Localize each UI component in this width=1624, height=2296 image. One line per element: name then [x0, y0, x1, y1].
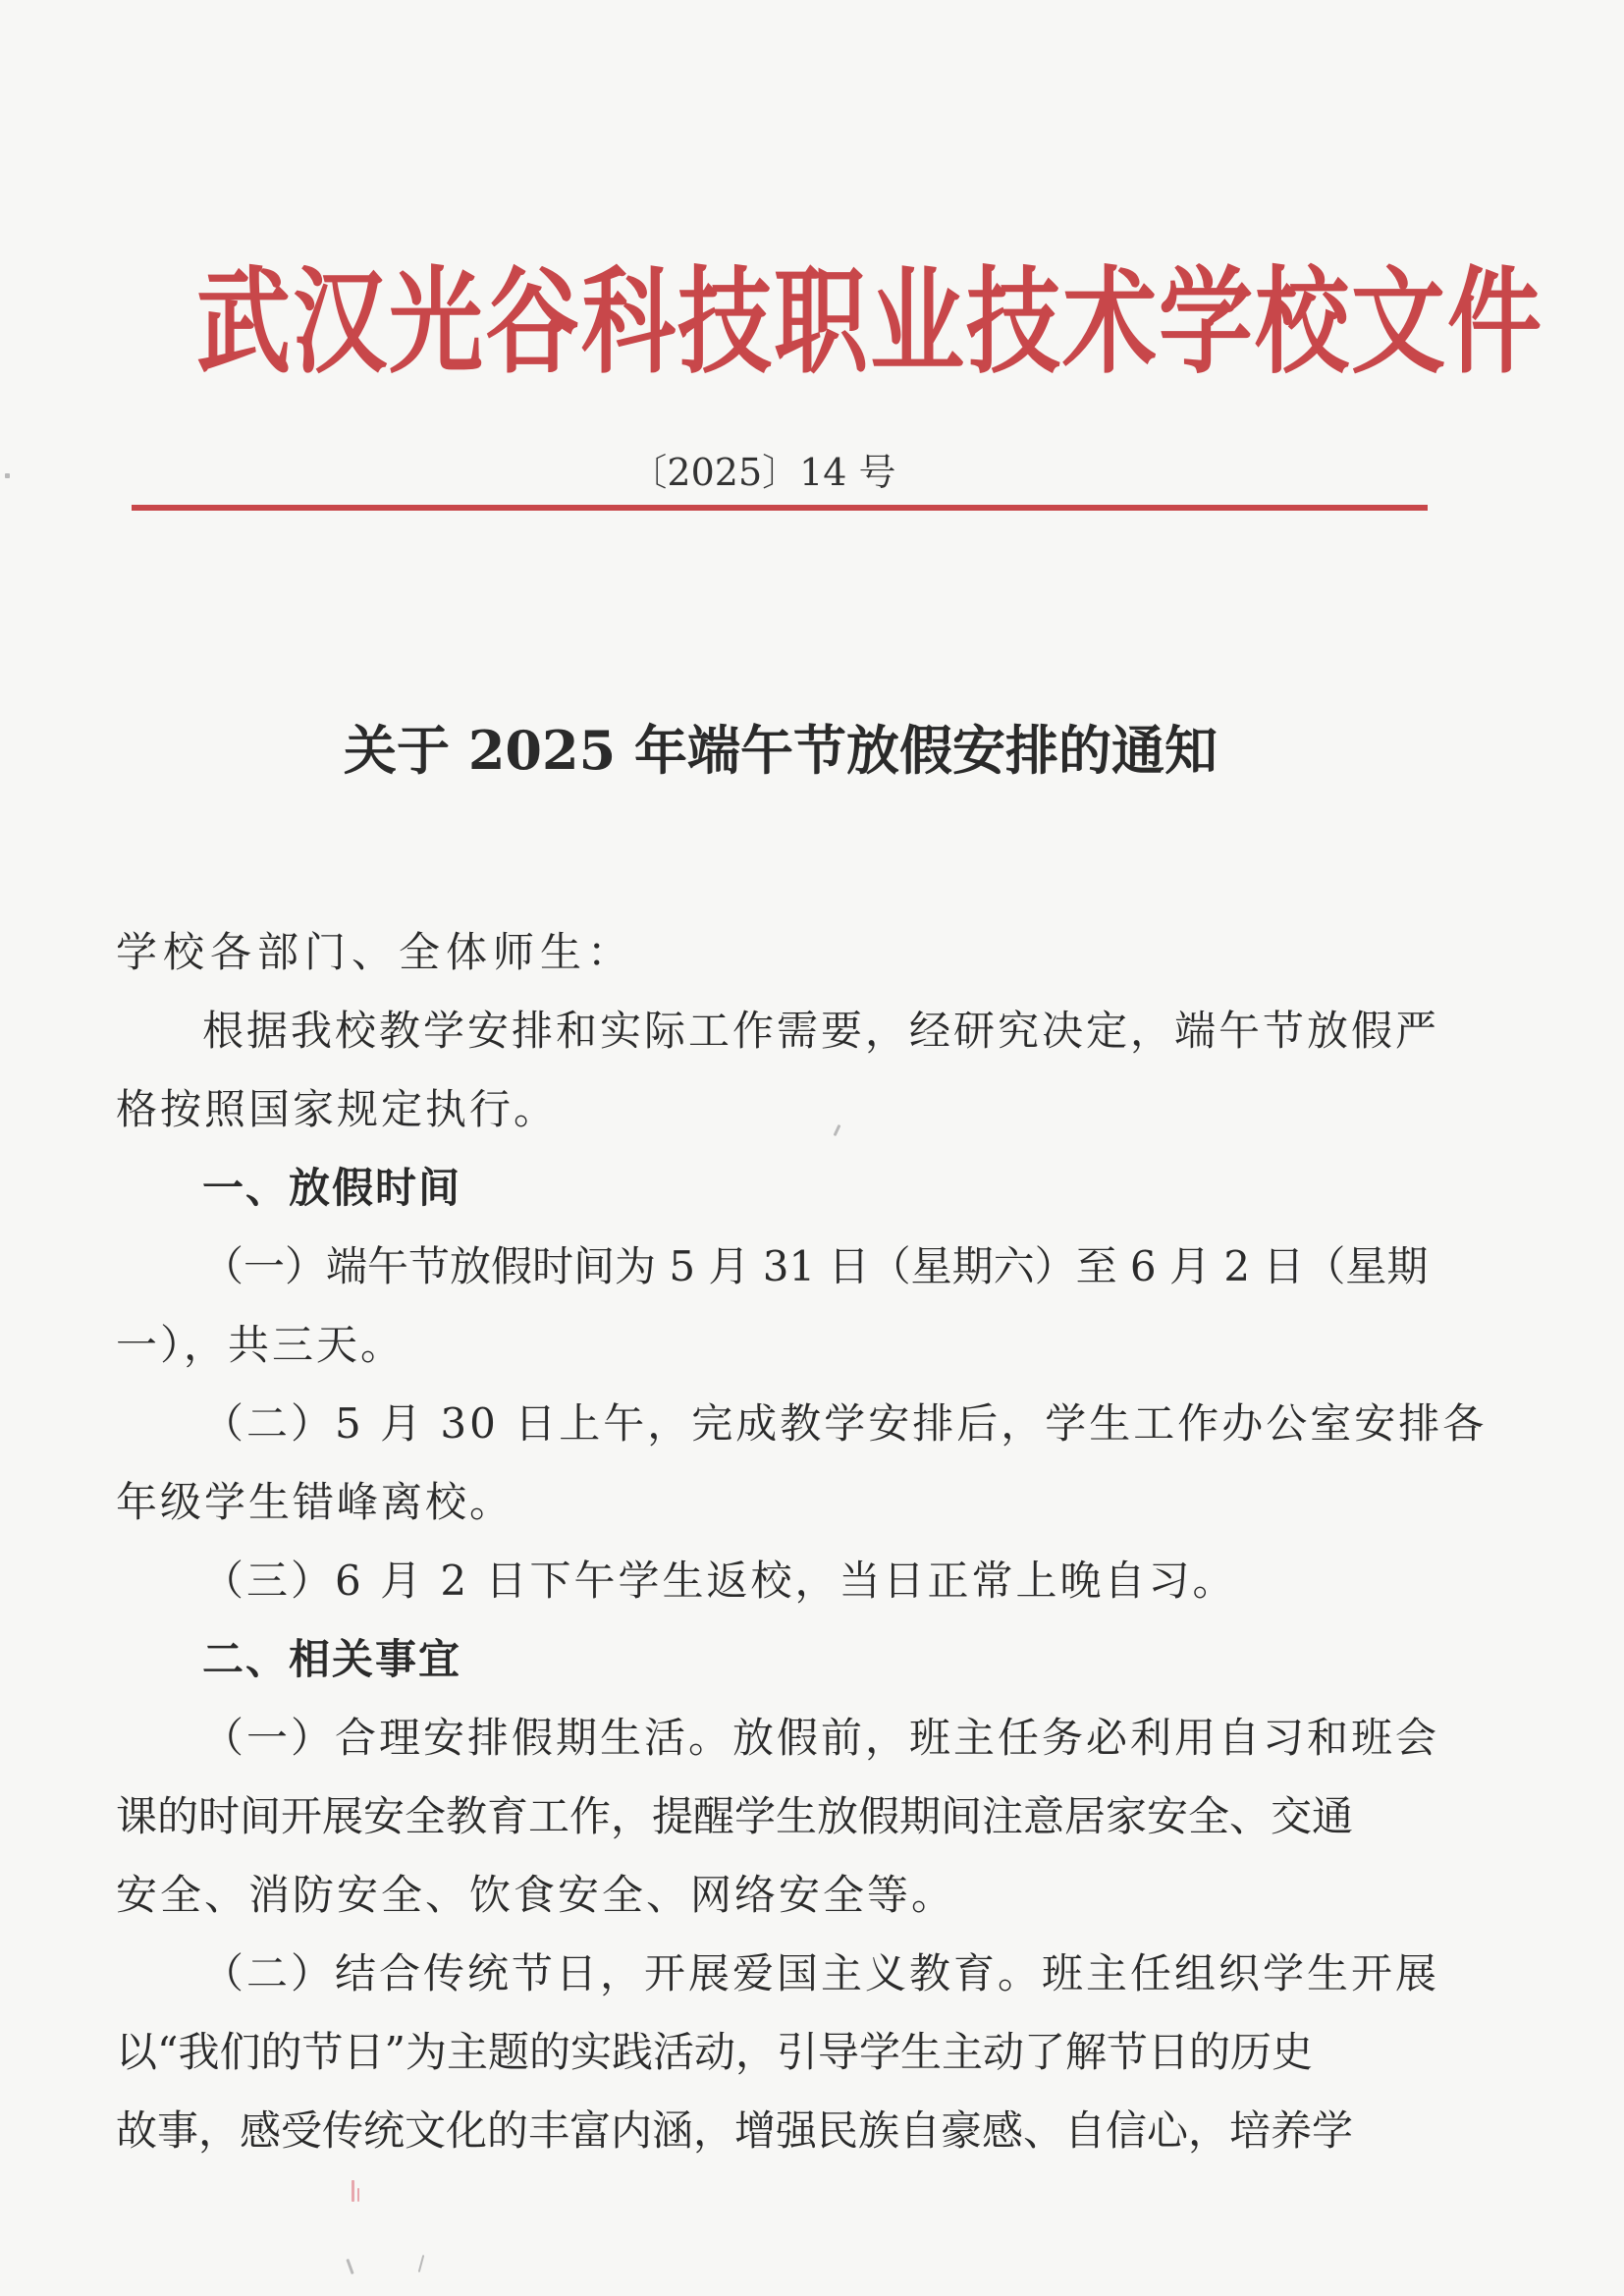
body-paragraph-line: （一）端午节放假时间为 5 月 31 日（星期六）至 6 月 2 日（星期 [202, 1242, 1429, 1290]
org-header: 武汉光谷科技职业技术学校文件 [196, 253, 1543, 390]
section-heading: 二、相关事宜 [202, 1635, 462, 1683]
body-paragraph-line: （二）结合传统节日，开展爱国主义教育。班主任组织学生开展 [202, 1949, 1440, 1997]
body-paragraph-line: 课的时间开展安全教育工作，提醒学生放假期间注意居家安全、交通 [116, 1792, 1354, 1840]
body-paragraph-line: 根据我校教学安排和实际工作需要，经研究决定，端午节放假严 [202, 1007, 1440, 1055]
scan-speck [5, 473, 10, 478]
body-paragraph-line: （一）合理安排假期生活。放假前，班主任务必利用自习和班会 [202, 1714, 1440, 1762]
document-number: 〔2025〕14 号 [629, 451, 896, 494]
scan-speck [346, 2259, 353, 2274]
section-heading: 一、放假时间 [202, 1164, 462, 1212]
notice-title: 关于 2025 年端午节放假安排的通知 [344, 719, 1218, 782]
body-paragraph-line: （二）5 月 30 日上午，完成教学安排后，学生工作办公室安排各 [202, 1399, 1488, 1448]
body-paragraph-line: （三）6 月 2 日下午学生返校，当日正常上晚自习。 [202, 1557, 1237, 1605]
body-paragraph-line: 安全、消防安全、饮食安全、网络安全等。 [116, 1871, 956, 1919]
document-body [116, 913, 1488, 2170]
body-paragraph-line: 格按照国家规定执行。 [116, 1085, 559, 1133]
salutation: 学校各部门、全体师生： [116, 928, 635, 976]
scan-speck [418, 2255, 425, 2272]
body-paragraph-line: 一），共三天。 [116, 1321, 406, 1369]
scan-ink-mark [357, 2188, 359, 2202]
body-paragraph-line: 以“我们的节日”为主题的实践活动，引导学生主动了解节日的历史 [116, 2028, 1313, 2076]
body-paragraph-line: 故事，感受传统文化的丰富内涵，增强民族自豪感、自信心，培养学 [116, 2106, 1354, 2155]
body-paragraph-line: 年级学生错峰离校。 [116, 1478, 514, 1526]
scan-ink-mark [352, 2180, 354, 2202]
red-divider-line [132, 505, 1428, 511]
